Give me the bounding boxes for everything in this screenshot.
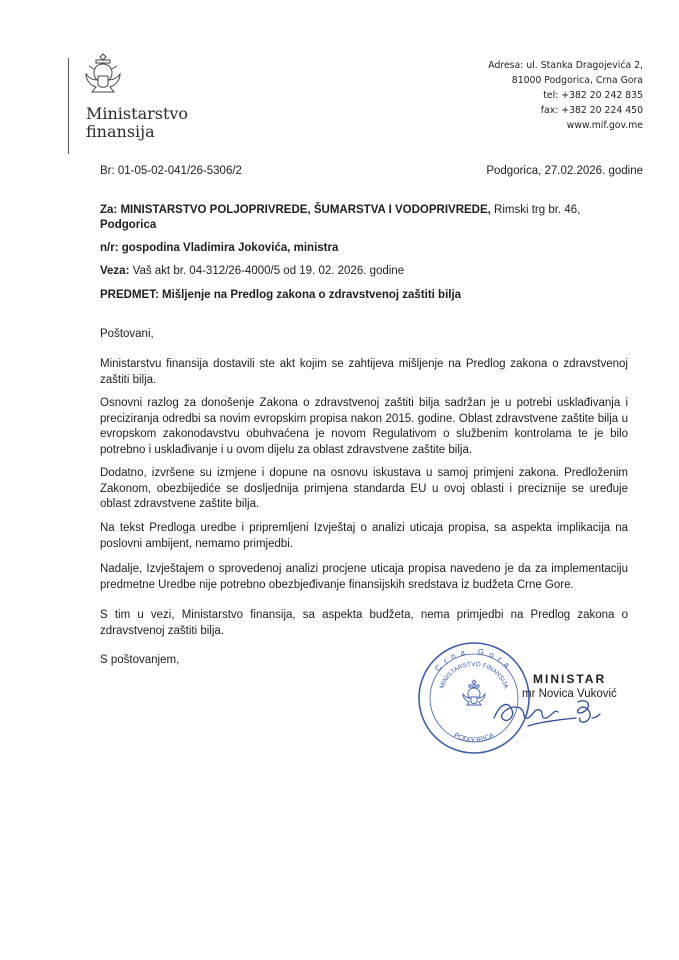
stamp-bottom-text: PODGORICA xyxy=(452,732,496,745)
address-city: 81000 Podgorica, Crna Gora xyxy=(511,75,643,86)
address-web: www.mif.gov.me xyxy=(566,120,643,131)
reference-link-line xyxy=(100,264,404,279)
address-tel: tel: +382 20 242 835 xyxy=(543,90,643,101)
subject-line xyxy=(100,288,461,303)
ministry-name-line1: Ministarstvo xyxy=(86,104,189,123)
stamp-top-text: Crna Gora xyxy=(433,646,515,674)
ministry-name-line2: finansija xyxy=(86,122,155,141)
recipient-org: MINISTARSTVO POLJOPRIVREDE, ŠUMARSTVA I VODOPRIVREDE, xyxy=(120,204,491,216)
address-fax: fax: +382 20 224 450 xyxy=(540,105,643,116)
closing: S poštovanjem, xyxy=(100,654,180,666)
stamp-crest-icon xyxy=(463,680,485,705)
coat-of-arms-icon xyxy=(82,52,124,98)
veza-label: Veza: xyxy=(100,265,130,277)
address-street: Adresa: ul. Stanka Dragojevića 2, xyxy=(488,60,643,71)
body-paragraph: Dodatno, izvršene su izmjene i dopune na osnovu iskustava u samoj primjeni zakona. Predloženim Zakonom, obezbijediće se dosljednija primjena standarda EU u ovoj oblasti i preciznije se uređuje oblast zdravstvene zaštite bilja. xyxy=(100,467,628,510)
place-date: Podgorica, 27.02.2026. godine xyxy=(486,165,643,177)
body-paragraph: Osnovni razlog za donošenje Zakona o zdravstvenoj zaštiti bilja sadržan je u potrebi usklađivanja i preciziranja odredbi sa novim evropskim propisa nakon 2015. godine. Oblast zdravstvene zaštite bilja u evropskom zakonodavstvu obuhvaćena je novom Regulativom o službenim kontrolama te je bilo potrebno i usklađivanje i u ovom dijelu za oblast zdravstvene zaštite bilja. xyxy=(100,397,628,456)
body-paragraph: Ministarstvu finansija dostavili ste akt kojim se zahtijeva mišljenje na Predlog zakona o zdravstvenoj zaštiti bilja. xyxy=(100,358,628,386)
recipient-line xyxy=(100,203,580,218)
subject-text: Mišljenje na Predlog zakona o zdravstvenoj zaštiti bilja xyxy=(161,289,462,301)
subject-label: PREDMET: xyxy=(100,289,159,301)
recipient-city: Podgorica xyxy=(100,219,157,231)
za-label: Za: xyxy=(100,204,118,216)
body-paragraph: Nadalje, Izvještajem o sprovedenoj analizi procjene uticaja propisa navedeno je da za implementaciju predmetne Uredbe nije potrebno obezbjeđivanje finansijskih sredstava iz budžeta Crne Gore. xyxy=(100,563,628,591)
address-block xyxy=(488,58,643,133)
signatory-name: mr Novica Vuković xyxy=(522,688,617,700)
stamp-inner-text: MINISTARSTVO FINANSIJA xyxy=(438,660,510,690)
attention-line: n/r: gospodina Vladimira Jokovića, ministra xyxy=(100,242,339,254)
ministry-name xyxy=(86,105,188,141)
header-divider xyxy=(68,58,69,154)
reference-number: Br: 01-05-02-041/26-5306/2 xyxy=(100,165,242,177)
body-paragraph: S tim u vezi, Ministarstvo finansija, sa aspekta budžeta, nema primjedbi na Predlog zakona o zdravstvenoj zaštiti bilja. xyxy=(100,609,628,637)
signatory-title: MINISTAR xyxy=(533,672,607,686)
veza-text: Vaš akt br. 04-312/26-4000/5 od 19. 02. 2026. godine xyxy=(132,265,405,277)
body-paragraph: Na tekst Predloga uredbe i pripremljeni Izvještaj o analizi uticaja propisa, sa aspekta implikacija na poslovni ambijent, nemamo primjedbi. xyxy=(100,522,628,550)
greeting: Poštovani, xyxy=(100,328,154,340)
recipient-address: Rimski trg br. 46, xyxy=(494,204,581,216)
